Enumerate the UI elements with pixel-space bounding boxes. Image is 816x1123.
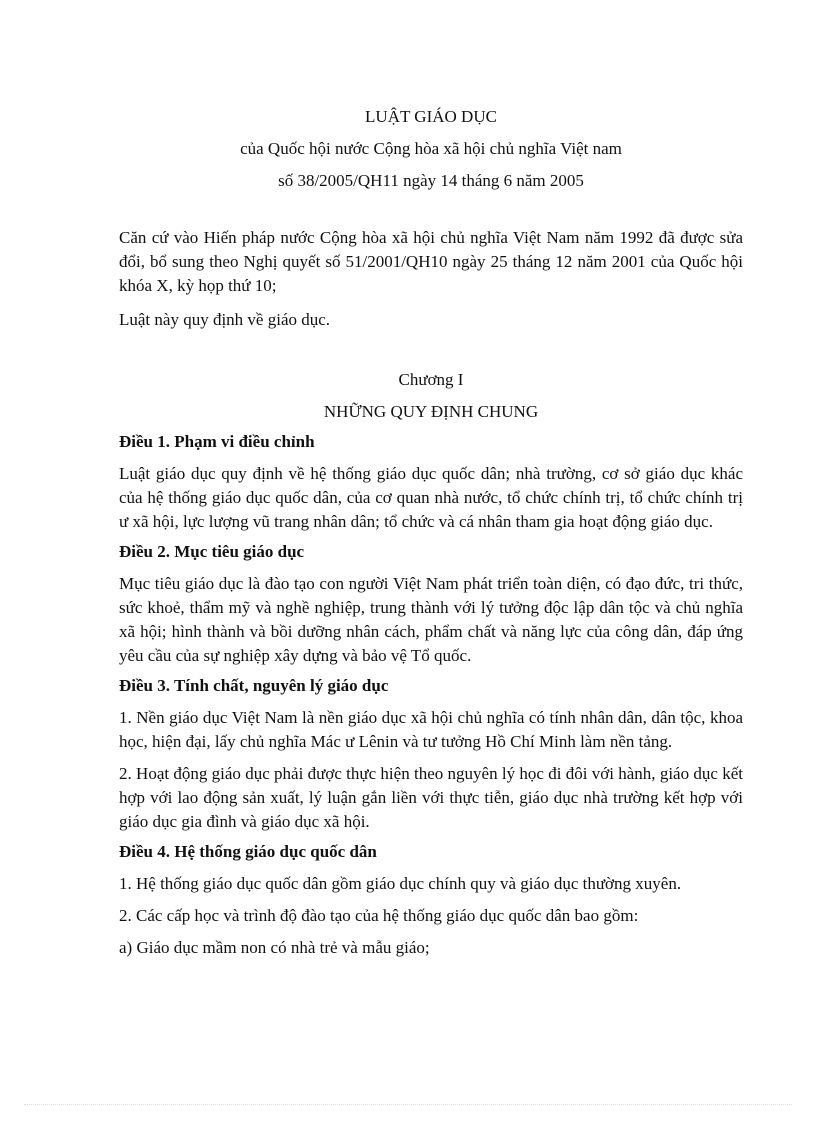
chapter-heading (119, 368, 743, 424)
law-title: LUẬT GIÁO DỤC (365, 107, 497, 126)
article-4 (119, 840, 743, 960)
document-header (119, 105, 743, 193)
document-content (119, 105, 743, 960)
article-3 (119, 674, 743, 834)
article-paragraph: 1. Hệ thống giáo dục quốc dân gồm giáo dục chính quy và giáo dục thường xuyên. (119, 874, 682, 893)
preamble-paragraph: Luật này quy định về giáo dục. (119, 310, 331, 329)
article-paragraph: Mục tiêu giáo dục là đào tạo con người Việt Nam phát triển toàn diện, có đạo đức, tri thức, sức khoẻ, thẩm mỹ và nghề nghiệp, trung thành với lý tưởng độc lập dân tộc và chủ nghĩa xã hội; hình thành và bồi dưỡng nhân cách, phẩm chất và năng lực của công dân, đáp ứng yêu cầu của sự nghiệp xây dựng và bảo vệ Tổ quốc. (119, 574, 743, 665)
preamble-paragraph: Căn cứ vào Hiến pháp nước Cộng hòa xã hội chủ nghĩa Việt Nam năm 1992 đã được sửa đổi, bổ sung theo Nghị quyết số 51/2001/QH10 ngày 25 tháng 12 năm 2001 của Quốc hội khóa X, kỳ họp thứ 10; (119, 228, 743, 295)
article-heading: Điều 3. Tính chất, nguyên lý giáo dục (119, 676, 389, 695)
article-heading: Điều 2. Mục tiêu giáo dục (119, 542, 305, 561)
article-heading: Điều 1. Phạm vi điều chỉnh (119, 432, 315, 451)
page-bottom-divider (24, 1104, 792, 1105)
article-paragraph: 1. Nền giáo dục Việt Nam là nền giáo dục xã hội chủ nghĩa có tính nhân dân, dân tộc, khoa học, hiện đại, lấy chủ nghĩa Mác ư Lênin và tư tưởng Hồ Chí Minh làm nền tảng. (119, 708, 743, 751)
chapter-title: NHỮNG QUY ĐỊNH CHUNG (323, 402, 539, 421)
article-paragraph: Luật giáo dục quy định về hệ thống giáo dục quốc dân; nhà trường, cơ sở giáo dục khác của hệ thống giáo dục quốc dân, của cơ quan nhà nước, tổ chức chính trị, tổ chức chính trị ư xã hội, lực lượng vũ trang nhân dân; tổ chức và cá nhân tham gia hoạt động giáo dục. (119, 464, 743, 531)
article-heading: Điều 4. Hệ thống giáo dục quốc dân (119, 842, 377, 861)
law-number: số 38/2005/QH11 ngày 14 tháng 6 năm 2005 (278, 171, 584, 190)
chapter-number: Chương I (398, 370, 464, 389)
article-paragraph: 2. Các cấp học và trình độ đào tạo của hệ thống giáo dục quốc dân bao gồm: (119, 906, 639, 925)
article-paragraph: a) Giáo dục mầm non có nhà trẻ và mẫu giáo; (119, 938, 430, 957)
article-2 (119, 540, 743, 668)
article-1 (119, 430, 743, 534)
article-paragraph: 2. Hoạt động giáo dục phải được thực hiện theo nguyên lý học đi đôi với hành, giáo dục kết hợp với lao động sản xuất, lý luận gắn liền với thực tiễn, giáo dục nhà trường kết hợp với giáo dục gia đình và giáo dục xã hội. (119, 764, 743, 831)
law-subtitle: của Quốc hội nước Cộng hòa xã hội chủ nghĩa Việt nam (240, 139, 622, 158)
